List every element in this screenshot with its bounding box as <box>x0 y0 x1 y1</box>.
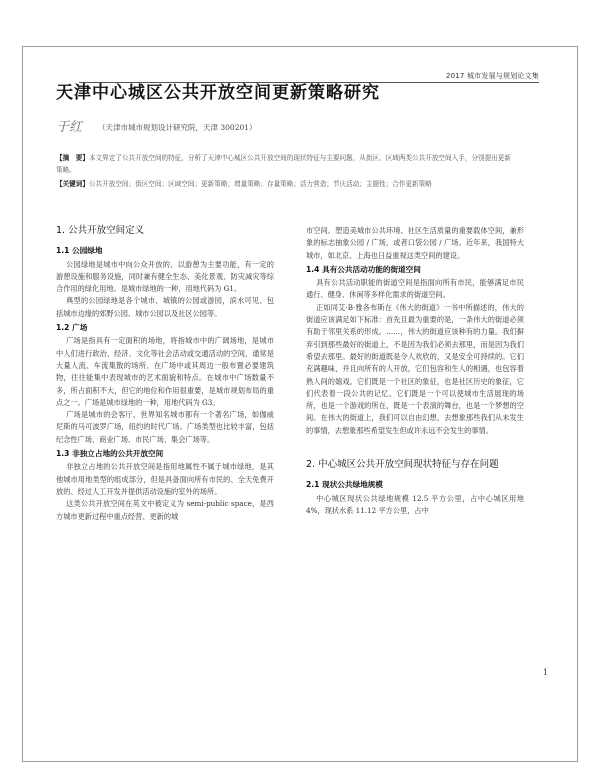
paragraph: 具有公共活动职能的街道空间是指面向所有市民，能够满足市民通行、健身、休闲等多样化需求的街道空间。 <box>306 278 524 300</box>
paragraph: 这类公共开放空间在英文中被定义为 semi-public space，是西方城市更新过程中重点经营、更新的城 <box>56 499 274 521</box>
abstract-text: 本文界定了公共开放空间的特征，分析了天津中心城区公共开放空间的现状特征与主要问题，从街区、区域两类公共开放空间入手，分别提出更新策略。 <box>56 154 511 174</box>
left-column <box>56 225 274 523</box>
author-affiliation: （天津市城市规划设计研究院，天津 300201） <box>98 123 257 132</box>
abstract-label: 【摘 要】 <box>56 154 89 162</box>
paragraph: 广场是城市的会客厅，世界知名城市都有一个著名广场，如伽威尼斯的马可波罗广场，纽约的时代广场。广场类型也比较丰富，包括纪念性广场、商业广场、市民广场、集会广场等。 <box>56 410 274 444</box>
paragraph: 非独立占地的公共开放空间是指用地属性不属于城市绿地，是其他城市用地类型的组成部分，但是具备面向所有市民的、全天免费开放的、经过人工开发并提供活动设施的室外的场所。 <box>56 462 274 496</box>
paper-title: 天津中心城区公共开放空间更新策略研究 <box>56 83 380 103</box>
abstract <box>56 152 516 176</box>
subsection-heading: 1.4 具有公共活动功能的街道空间 <box>306 264 421 274</box>
subsection-heading: 1.3 非独立占地的公共开放空间 <box>56 449 164 459</box>
subsection-heading: 2.1 现状公共绿地规模 <box>306 480 383 490</box>
section-heading: 2. 中心城区公共开放空间现状特征与存在问题 <box>306 459 499 471</box>
subsection-heading: 1.1 公园绿地 <box>56 246 103 256</box>
subsection-heading: 1.2 广场 <box>56 323 88 333</box>
journal-name: 2017 城市发展与规划论文集 <box>445 72 539 80</box>
paragraph: 正如同艾·B·雅各布斯在《伟大的街道》一书中所描述的，伟大的街道应该满足如下标准：首先且最为重要的是，一条伟大的街道必须有助于邻里关系的形成。……，伟大的街道应该种有的力量。我们摒弃引到那些最好的街道上，不是因为我们必须去那里，而是因为我们希望去那里。最好的街道既是令人欢欣的，又是安全可持续的。它们充满趣味，并且向所有的人开放，它们包容和生人的相遇，也包容着熟人间的嬉戏。它们既是一个社区的象征，也是社区历史的象征，它们代表着一段公共的记忆。它们既是一个可以使城市生活展现的场所，也是一个游戏的所在，既是一个表演的舞台，也是一个梦想的空间。在伟大的街道上，我们可以自由幻想，去想象那些我们从未发生的事情，去想象那些希望发生但或许永远不会发生的事情。 <box>306 302 524 435</box>
right-column <box>306 225 524 517</box>
keywords-text: 公共开放空间；街区空间；区域空间；更新策略；增量策略；存量策略；活力营造；节庆活动；主题性；合作更新策略 <box>88 180 432 188</box>
author-signature: 于红 <box>56 120 83 135</box>
keywords <box>56 178 516 190</box>
section-heading: 1. 公共开放空间定义 <box>56 225 145 236</box>
keywords-label: 【关键词】 <box>56 180 89 188</box>
paragraph: 公园绿地是城市中向公众开放的、以游憩为主要功能，有一定的游憩设施和服务设施，同时兼有健全生态、美化景观、防灾减灾等综合作用的绿化用地。是城市绿地的一种，用地代码为 G1。 <box>56 259 274 294</box>
page-number: 1 <box>542 668 548 677</box>
paragraph: 市空间。塑造美城市公共环境、社区生活质量的重要载体空间，兼形象的标志抽象公园 / 广场，或者口袋公园 / 广场。近年来，我国特大城市，如北京、上海也日益重视这类空间的建设。 <box>306 226 524 260</box>
running-header <box>23 47 579 81</box>
author-row <box>56 116 516 138</box>
paragraph: 广场是指具有一定面积的场地，将指城市中的广阔场地，是城市中人们进行政治、经济、文化等社会活动或交通活动的空间，通常是大量人流、车流集散的场所。在广场中或其周边一般布置必要建筑物，往往能集中表现城市的艺术面貌和特点。在城市中广场数量不多，所占面积不大，但它的地位和作用很重要，是城市规划布局的重点之一。广场是城市绿地的一种，用地代码为 G3。 <box>56 336 274 407</box>
paragraph: 中心城区现状公共绿地规模 12.5 平方公里，占中心城区用地 4%，现状水系 11.12 平方公里，占中 <box>306 493 524 515</box>
paragraph: 典型的公园绿地是各个城市、城镇的公园或游园，滨水可见、包括城市边缘的郊野公园、城市公园以及社区公园等。 <box>56 296 274 318</box>
